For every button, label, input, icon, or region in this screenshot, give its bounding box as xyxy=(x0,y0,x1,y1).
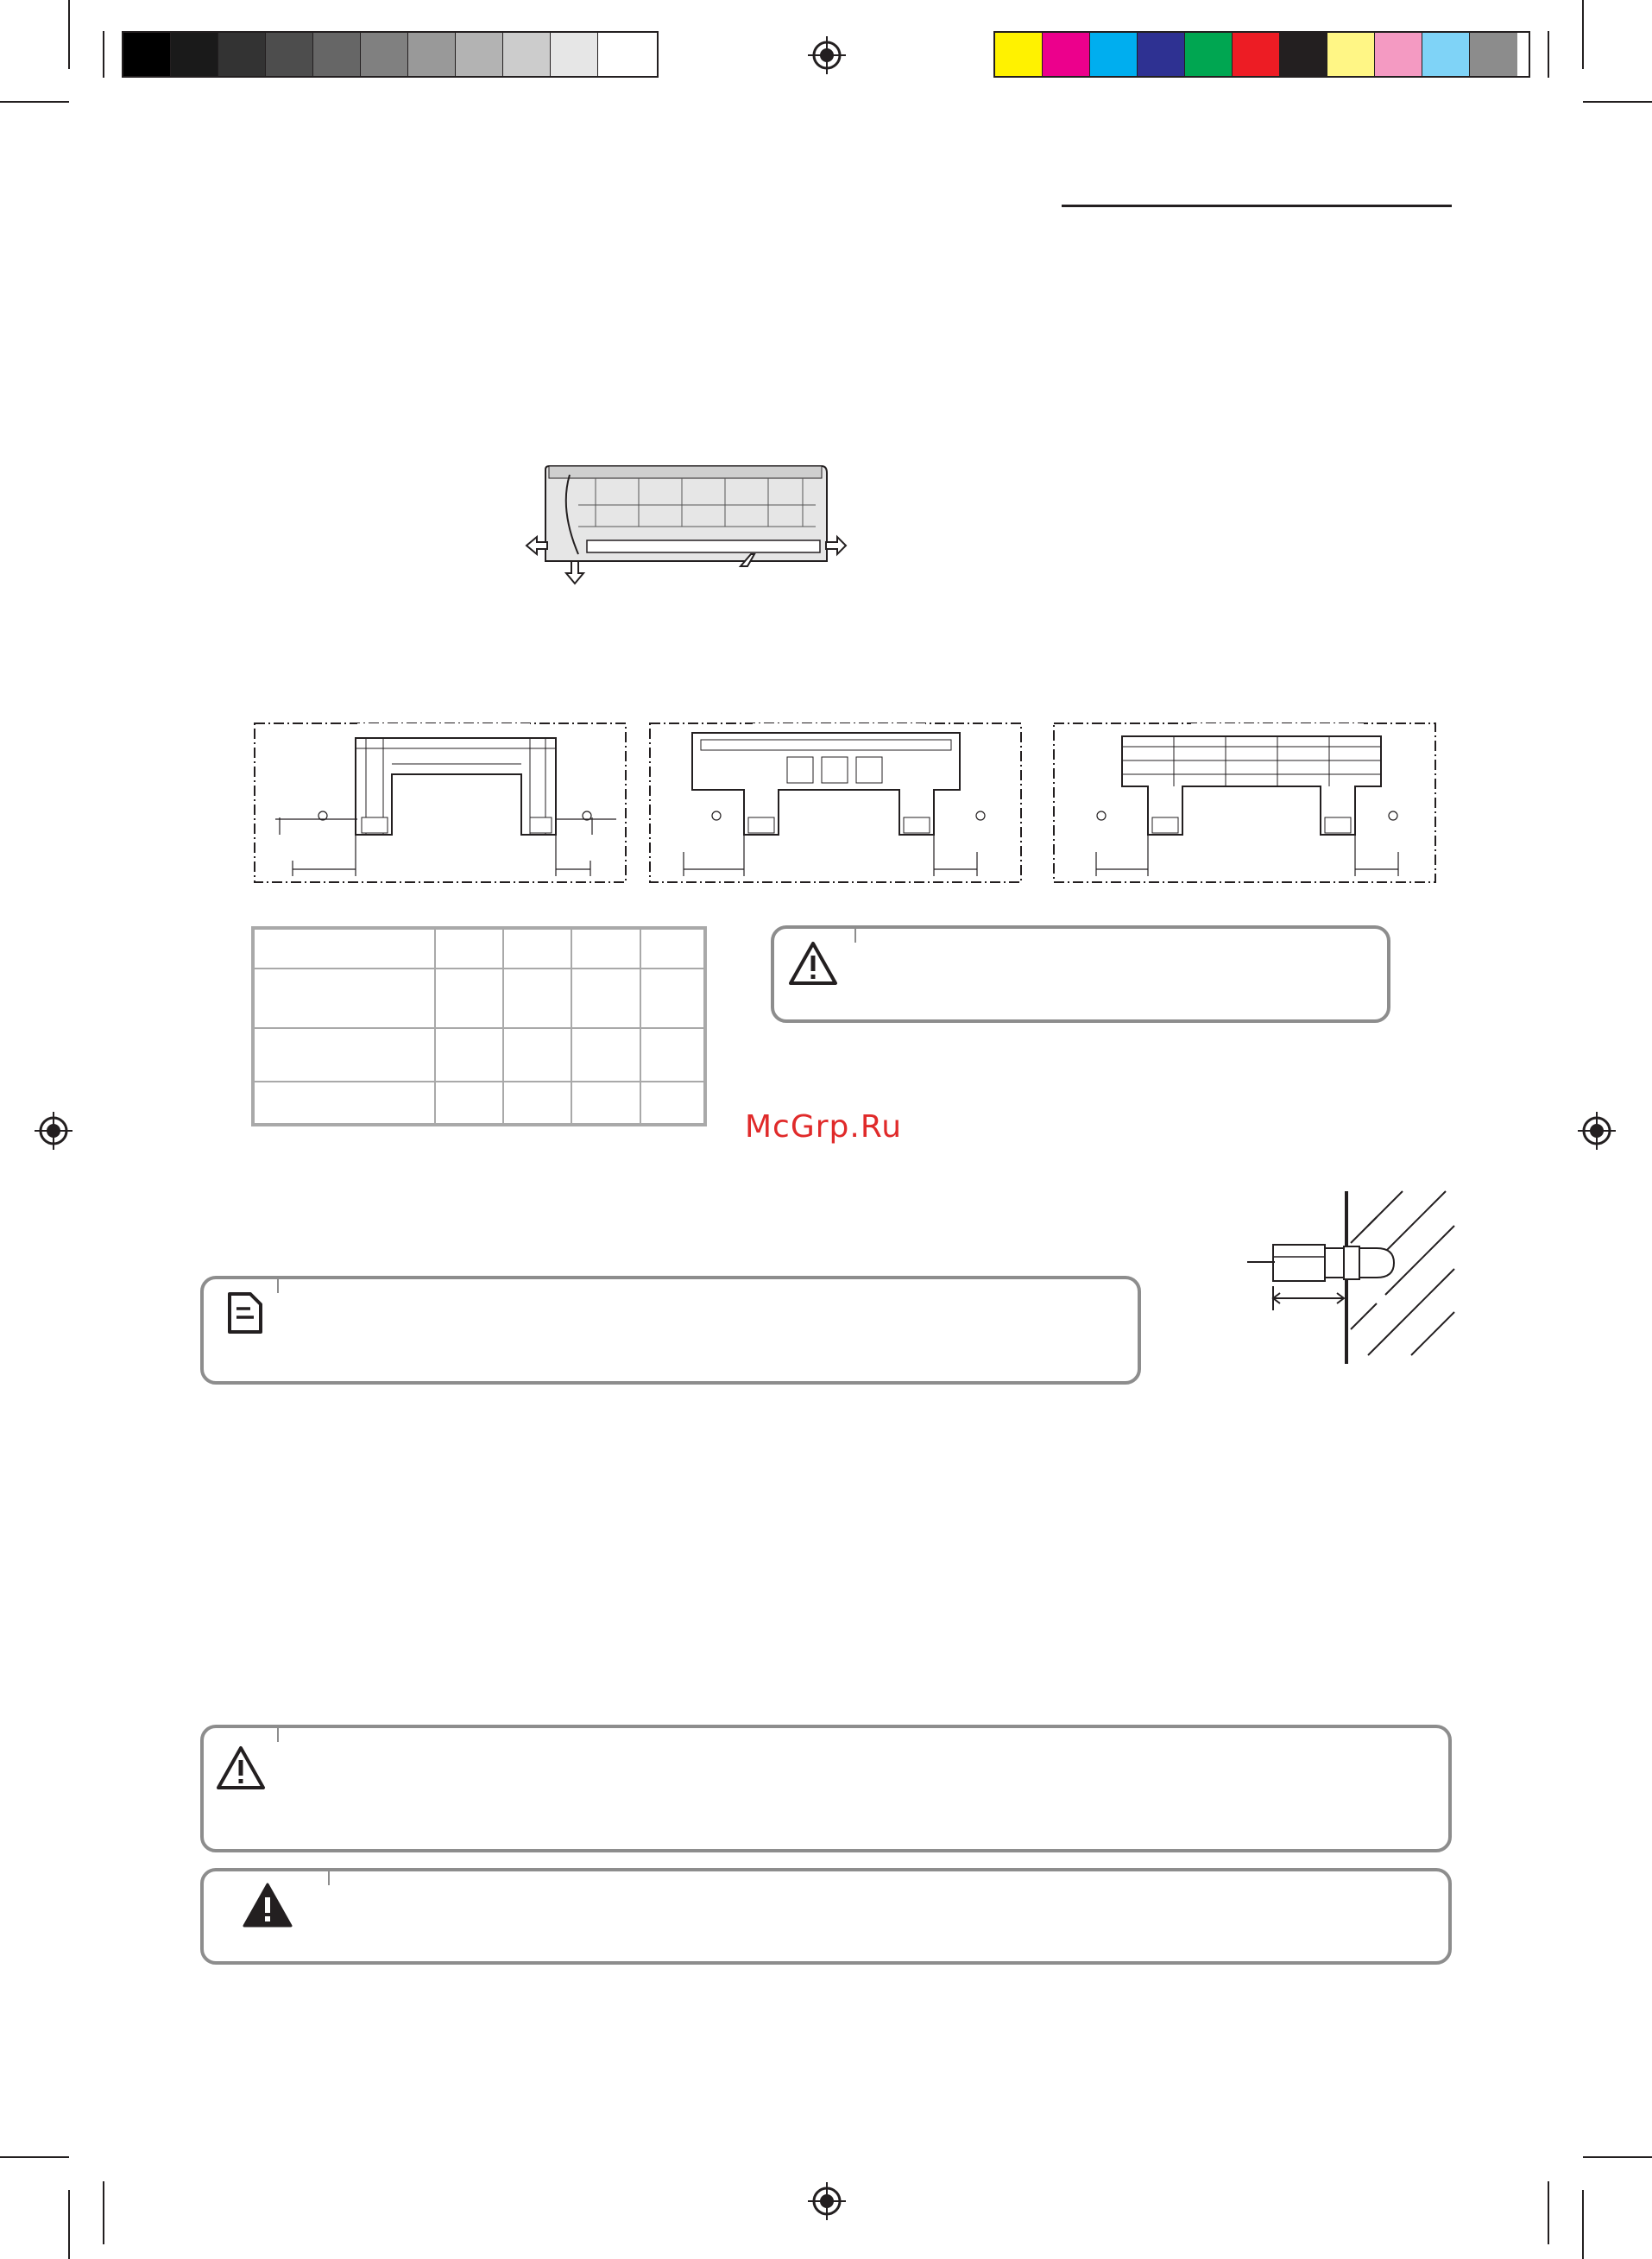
color-swatch xyxy=(1138,33,1185,76)
color-swatch xyxy=(1422,33,1470,76)
gray-swatch xyxy=(408,33,456,76)
color-swatch xyxy=(1470,33,1517,76)
dimension-table-grid xyxy=(255,930,703,1123)
warning-box-wide xyxy=(200,1868,1452,1965)
color-swatch xyxy=(1090,33,1138,76)
gray-swatch xyxy=(503,33,551,76)
caution-box-plate xyxy=(771,925,1390,1023)
indoor-unit-piping-diagram xyxy=(518,457,846,596)
color-swatch xyxy=(1375,33,1422,76)
dimension-table xyxy=(251,926,707,1126)
registration-mark-top xyxy=(808,36,846,74)
gray-swatch xyxy=(361,33,408,76)
gray-swatch xyxy=(171,33,218,76)
installation-plate-diagram-1 xyxy=(254,723,627,883)
process-color-bar xyxy=(993,31,1530,78)
color-swatch xyxy=(1185,33,1233,76)
installation-plate-diagram-3 xyxy=(1053,723,1436,883)
note-document-icon xyxy=(226,1291,264,1335)
warning-filled-icon xyxy=(242,1882,293,1928)
installation-plate-diagram-2 xyxy=(649,723,1022,883)
watermark: McGrp.Ru xyxy=(745,1109,903,1145)
box-divider xyxy=(277,1726,279,1742)
color-swatch xyxy=(1327,33,1375,76)
grayscale-bar xyxy=(122,31,659,78)
gray-swatch xyxy=(551,33,598,76)
box-divider xyxy=(854,927,856,943)
color-swatch xyxy=(1233,33,1280,76)
color-swatch xyxy=(1043,33,1090,76)
registration-mark-bottom xyxy=(808,2182,846,2220)
caution-outline-icon xyxy=(216,1745,266,1790)
box-divider xyxy=(328,1870,330,1885)
header-rule xyxy=(1062,205,1452,207)
gray-swatch xyxy=(598,33,646,76)
gray-swatch xyxy=(456,33,503,76)
gray-swatch xyxy=(123,33,171,76)
gray-swatch xyxy=(218,33,266,76)
box-divider xyxy=(277,1278,279,1293)
caution-box-wide xyxy=(200,1725,1452,1852)
caution-outline-icon xyxy=(788,941,838,986)
gray-swatch xyxy=(313,33,361,76)
registration-mark-right xyxy=(1578,1112,1616,1150)
registration-mark-left xyxy=(35,1112,73,1150)
color-swatch xyxy=(995,33,1043,76)
gray-swatch xyxy=(266,33,313,76)
color-swatch xyxy=(1280,33,1327,76)
wall-anchor-diagram xyxy=(1247,1191,1454,1364)
note-box xyxy=(200,1276,1141,1385)
